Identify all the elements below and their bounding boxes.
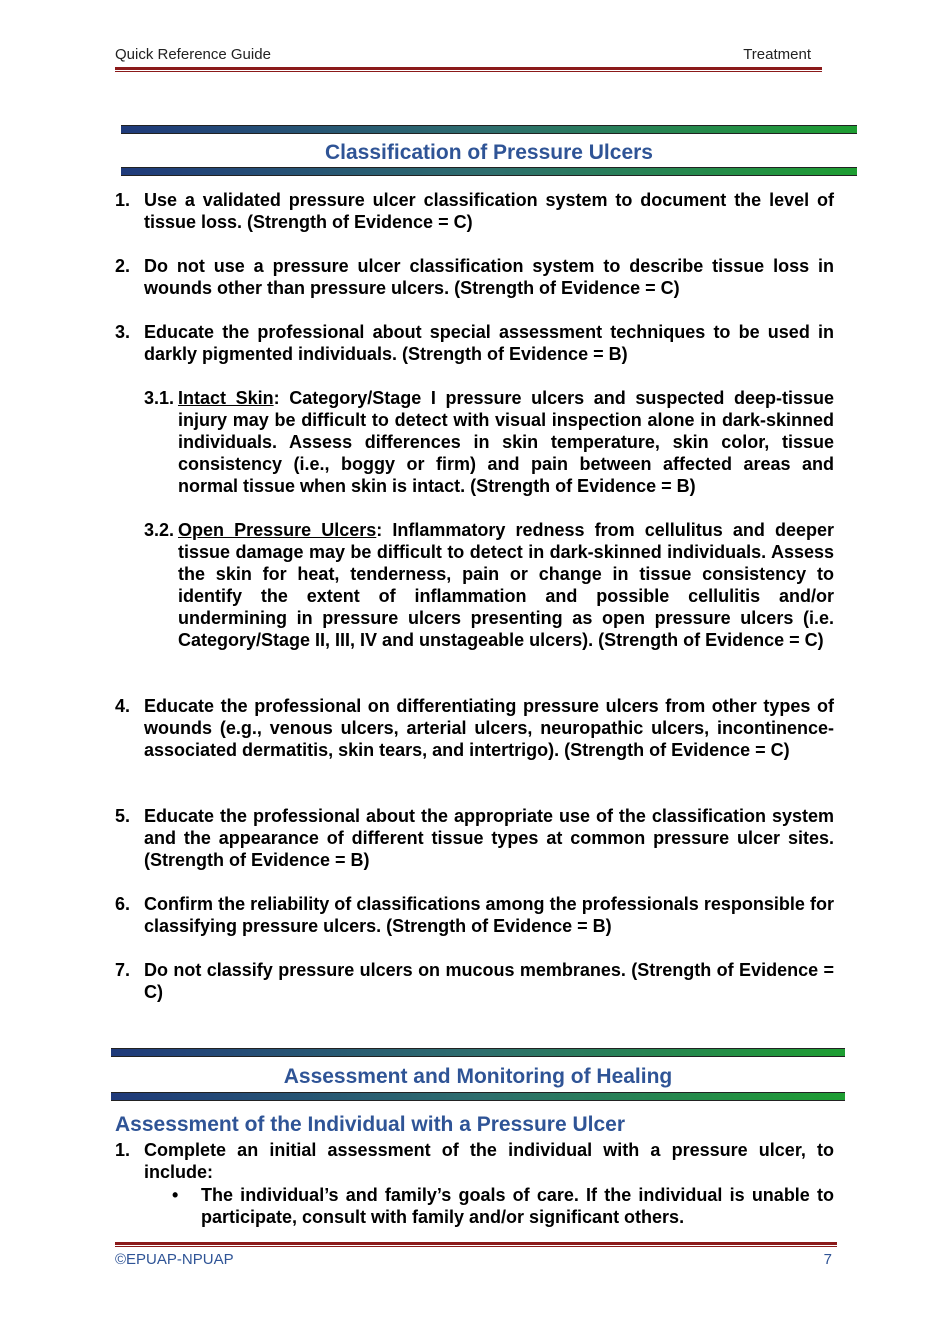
item-number: 7.: [115, 960, 131, 980]
item-number: 1.: [115, 190, 131, 210]
sub-item-label: Open Pressure Ulcers: [178, 520, 377, 540]
page-header: [115, 46, 821, 66]
footer-copyright: ©EPUAP-NPUAP: [115, 1251, 234, 1268]
item-number: 3.: [115, 322, 131, 342]
item-text: Educate the professional about the appropriate use of the classification system and the appearance of different tissue types at common pressure ulcer sites. (Strength of Evidence = B): [144, 806, 834, 870]
section2-banner-bottom-bar: [111, 1092, 845, 1101]
footer-rule-thin: [115, 1246, 837, 1247]
item-number: 4.: [115, 696, 131, 716]
item-number: 2.: [115, 256, 131, 276]
section2-title: Assessment and Monitoring of Healing: [283, 1065, 673, 1088]
sub-item-number: 3.1.: [144, 388, 175, 408]
bullet-text: The individual’s and family’s goals of care. If the individual is unable to participate, consult with family and/or significant others.: [201, 1185, 834, 1227]
header-title: Quick Reference Guide: [115, 46, 271, 63]
sub-item-text: [178, 519, 834, 651]
section1-banner-bottom-bar: [121, 167, 857, 176]
item-text: Educate the professional about special assessment techniques to be used in darkly pigmented individuals. (Strength of Evidence = B): [144, 322, 834, 364]
sub-item-text: [178, 387, 834, 497]
item-text: Complete an initial assessment of the individual with a pressure ulcer, to include:: [144, 1140, 834, 1182]
item-number: 5.: [115, 806, 131, 826]
section2-subheading: Assessment of the Individual with a Pressure Ulcer: [115, 1113, 625, 1136]
section1-banner-top-bar: [121, 125, 857, 134]
header-rule: [115, 67, 822, 70]
sub-item-label: Intact Skin: [178, 388, 274, 408]
header-section: Treatment: [743, 46, 811, 63]
sub-item-body: : Inflammatory redness from cellulitus and deeper tissue damage may be difficult to detect in dark-skinned individuals. Assess the skin for heat, tenderness, pain or change in tissue consistency to identify the extent of inflammation and possible cellulitis and/or undermining in pressure ulcers presenting as open pressure ulcers (i.e. Category/Stage II, III, IV and unstageable ulcers). (Strength of Evidence = C): [178, 520, 834, 650]
item-number: 1.: [115, 1140, 131, 1160]
footer-rule: [115, 1242, 837, 1245]
item-text: Educate the professional on differentiating pressure ulcers from other types of wounds (e.g., venous ulcers, arterial ulcers, neuropathic ulcers, incontinence-associated dermatitis, skin tears, and intertrigo). (Strength of Evidence = C): [144, 696, 834, 760]
item-text: Use a validated pressure ulcer classification system to document the level of tissue loss. (Strength of Evidence = C): [144, 190, 834, 232]
section1-title: Classification of Pressure Ulcers: [325, 141, 653, 164]
item-text: Do not use a pressure ulcer classification system to describe tissue loss in wounds other than pressure ulcers. (Strength of Evidence = C): [144, 256, 834, 298]
sub-item-body: : Category/Stage I pressure ulcers and suspected deep-tissue injury may be difficult to detect with visual inspection alone in dark-skinned individuals. Assess differences in skin temperature, skin color, tissue consistency (i.e., boggy or firm) and pain between affected areas and normal tissue when skin is intact. (Strength of Evidence = B): [178, 388, 834, 496]
bullet-icon: •: [172, 1185, 179, 1205]
item-text: Do not classify pressure ulcers on mucous membranes. (Strength of Evidence = C): [144, 960, 834, 1002]
page-footer: [115, 1251, 837, 1268]
section2-banner-top-bar: [111, 1048, 845, 1057]
header-rule-thin: [115, 71, 822, 72]
sub-item-number: 3.2.: [144, 520, 175, 540]
item-text: Confirm the reliability of classifications among the professionals responsible for classifying pressure ulcers. (Strength of Evidence = B): [144, 894, 834, 936]
page-number: 7: [823, 1251, 832, 1268]
item-number: 6.: [115, 894, 131, 914]
